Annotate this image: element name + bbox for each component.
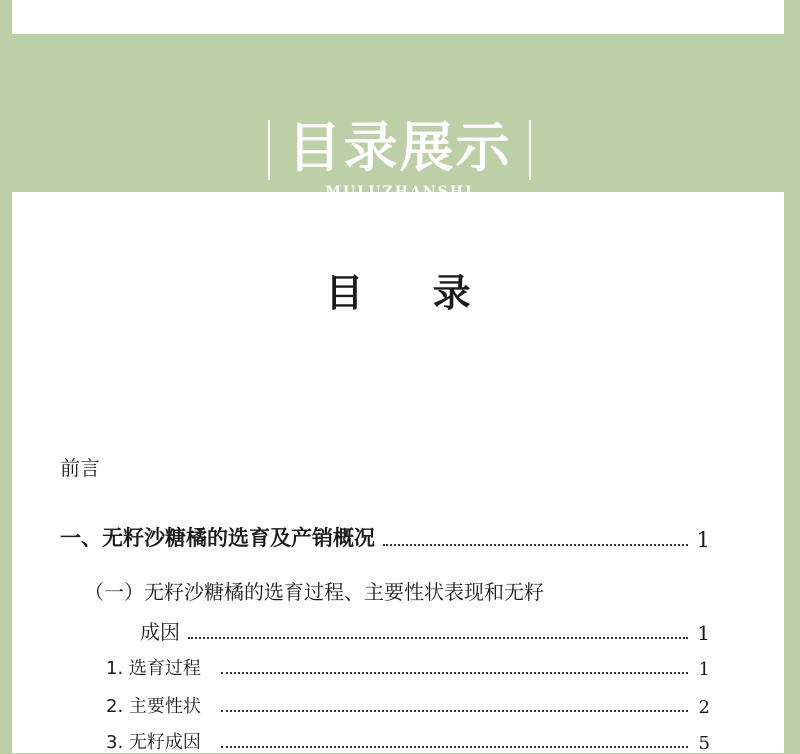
banner xyxy=(0,34,800,192)
toc-entry-item-1 xyxy=(106,654,710,680)
toc-page-number: 1 xyxy=(698,659,710,680)
toc-entry-label: 3. 无籽成因 xyxy=(106,732,201,753)
toc-page-number: 1 xyxy=(697,621,710,645)
toc-page-number: 1 xyxy=(696,528,710,552)
toc-leader-dots xyxy=(221,746,688,748)
toc-entry-label: （一）无籽沙糖橘的选育过程、主要性状表现和无籽 xyxy=(84,580,544,604)
toc-entry-item-3 xyxy=(106,728,710,754)
toc-entry-label: 成因 xyxy=(140,620,180,644)
top-card xyxy=(12,0,784,34)
document-title: 目 录 xyxy=(325,271,499,315)
toc-entry-label: 一、无籽沙糖橘的选育及产销概况 xyxy=(60,526,375,550)
preface-entry: 前言 xyxy=(60,456,100,480)
banner-title: 目录展示 xyxy=(287,115,512,179)
toc-document xyxy=(12,192,784,753)
toc-entry-section-1-line2 xyxy=(140,616,710,645)
toc-entry-chapter-1 xyxy=(60,522,710,552)
toc-entry-label: 1. 选育过程 xyxy=(106,658,201,679)
toc-page-number: 5 xyxy=(698,733,710,754)
toc-page-number: 2 xyxy=(698,697,710,718)
toc-leader-dots xyxy=(188,637,688,639)
banner-right-bar xyxy=(529,120,531,180)
toc-leader-dots xyxy=(221,710,688,712)
toc-leader-dots xyxy=(383,544,688,546)
toc-entry-section-1-line1 xyxy=(84,576,710,605)
toc-leader-dots xyxy=(221,672,688,674)
toc-entry-item-2 xyxy=(106,692,710,718)
toc-entry-label: 2. 主要性状 xyxy=(106,696,201,717)
